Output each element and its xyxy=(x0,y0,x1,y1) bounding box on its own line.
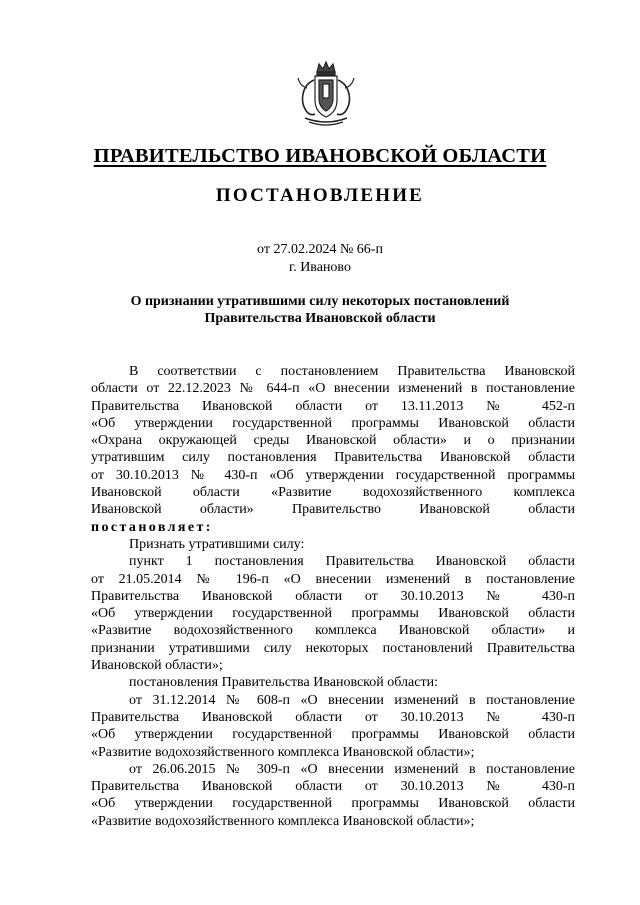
body-line: Ивановской области»; xyxy=(91,658,223,674)
subject-line: Правительства Ивановской области xyxy=(204,311,436,326)
body-line: постановления Правительства Ивановской области: xyxy=(129,675,438,691)
body-line: пункт 1 постановления Правительства Ивановской области xyxy=(129,554,575,570)
body-line: Признать утратившими силу: xyxy=(129,536,305,552)
body-line: Ивановской области» Правительство Ивановской области xyxy=(91,502,575,518)
subject-line: О признании утратившими силу некоторых постановлений xyxy=(130,294,510,309)
body-line: от 30.10.2013 № 430-п «Об утверждении государственной программы xyxy=(91,467,575,483)
body-line: «Развитие водохозяйственного комплекса Ивановской области»; xyxy=(91,813,475,829)
body-line: Правительства Ивановской области от 30.10.2013 № 430-п xyxy=(91,709,575,725)
body-line: Правительства Ивановской области от 13.11.2013 № 452-п xyxy=(91,398,575,414)
body-line: «Об утверждении государственной программы Ивановской области xyxy=(91,796,575,812)
body-line: Ивановской области «Развитие водохозяйственного комплекса xyxy=(91,485,575,501)
body-line: «Развитие водохозяйственного комплекса Ивановской области» и xyxy=(91,623,575,639)
body-line: области от 22.12.2023 № 644-п «О внесении изменений в постановление xyxy=(91,381,575,397)
body-line: «Об утверждении государственной программы Ивановской области xyxy=(91,415,575,431)
body-line: «Об утверждении государственной программы Ивановской области xyxy=(91,606,575,622)
body-line: Правительства Ивановской области от 30.10.2013 № 430-п xyxy=(91,588,575,604)
document-date-number: от 27.02.2024 № 66-п xyxy=(257,242,383,257)
body-line: от 21.05.2014 № 196-п «О внесении изменений в постановление xyxy=(91,571,575,587)
coat-of-arms-icon xyxy=(295,60,357,128)
body-line: признании утратившими силу некоторых постановлений Правительства xyxy=(91,640,575,656)
body-line: «Охрана окружающей среды Ивановской области» и о признании xyxy=(91,433,575,449)
body-line: «Об утверждении государственной программы Ивановской области xyxy=(91,727,575,743)
document-type-heading: ПОСТАНОВЛЕНИЕ xyxy=(215,185,425,206)
document-subject xyxy=(0,293,640,327)
body-line: от 31.12.2014 № 608-п «О внесении изменений в постановление xyxy=(129,692,575,708)
body-line: от 26.06.2015 № 309-п «О внесении изменений в постановление xyxy=(129,761,575,777)
decree-word: постановляет: xyxy=(91,519,213,535)
document-city: г. Иваново xyxy=(289,260,351,275)
body-line: В соответствии с постановлением Правительства Ивановской xyxy=(129,364,575,379)
government-title: ПРАВИТЕЛЬСТВО ИВАНОВСКОЙ ОБЛАСТИ xyxy=(93,145,547,167)
body-line: утратившим силу постановления Правительства Ивановской области xyxy=(91,450,575,466)
document-body xyxy=(91,363,575,830)
body-line: Правительства Ивановской области от 30.10.2013 № 430-п xyxy=(91,779,575,795)
body-line: «Развитие водохозяйственного комплекса Ивановской области»; xyxy=(91,744,475,760)
